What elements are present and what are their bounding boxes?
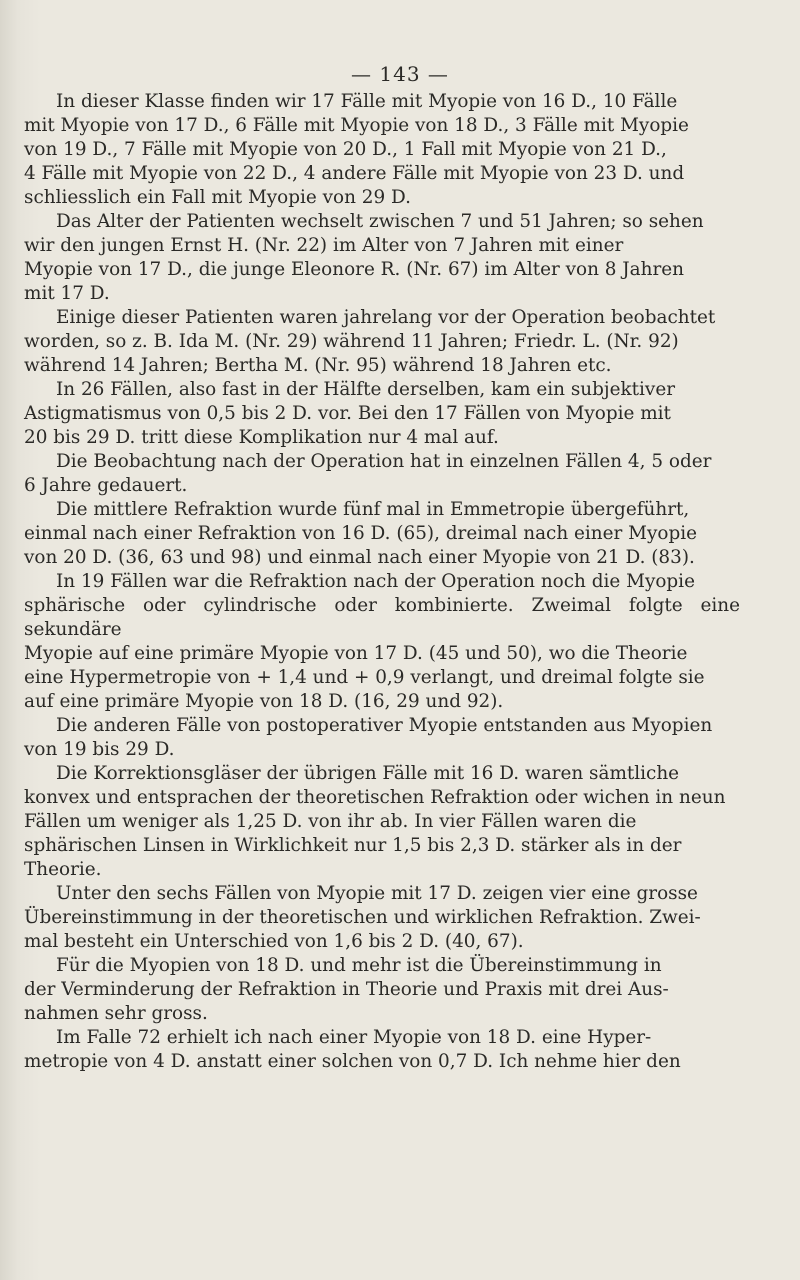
paragraph: Die Korrektionsgläser der übrigen Fälle mit 16 D. waren sämtliche konvex und entsprachen der theoretischen Refraktion oder wichen in neun Fällen um weniger als 1,25 D. von ihr ab. In vier Fällen waren die sphärischen Linsen in Wirklichkeit nur 1,5 bis 2,3 D. stärker als in der Theorie. — [24, 763, 726, 880]
paragraph: Die anderen Fälle von postoperativer Myopie entstanden aus Myopien von 19 bis 29 D. — [24, 715, 713, 760]
paragraph: In 26 Fällen, also fast in der Hälfte derselben, kam ein subjektiver Astigmatismus von 0,5 bis 2 D. vor. Bei den 17 Fällen von Myopie mit 20 bis 29 D. tritt diese Komplikation nur 4 mal auf. — [24, 379, 675, 448]
paragraph: Im Falle 72 erhielt ich nach einer Myopie von 18 D. eine Hyper- metropie von 4 D. anstatt einer solchen von 0,7 D. Ich nehme hier den — [24, 1027, 681, 1072]
paragraph: Die Beobachtung nach der Operation hat in einzelnen Fällen 4, 5 oder 6 Jahre gedauert. — [24, 451, 712, 496]
paragraph: Für die Myopien von 18 D. und mehr ist die Übereinstimmung in der Verminderung der Refraktion in Theorie und Praxis mit drei Aus- nahmen sehr gross. — [24, 955, 669, 1024]
paragraph: In 19 Fällen war die Refraktion nach der Operation noch die Myopie sphärische oder cylindrische oder kombinierte. Zweimal folgte eine sekundäre Myopie auf eine primäre Myopie von 17 D. (45 und 50), wo die Theorie eine Hypermetropie von + 1,4 und + 0,9 verlangt, und dreimal folgte sie auf eine primäre Myopie von 18 D. (16, 29 und 92). — [24, 571, 740, 712]
paragraph: Einige dieser Patienten waren jahrelang vor der Operation beobachtet worden, so z. B. Ida M. (Nr. 29) während 11 Jahren; Friedr. L. (Nr. 92) während 14 Jahren; Bertha M. (Nr. 95) während 18 Jahren etc. — [24, 307, 716, 376]
paragraph: Das Alter der Patienten wechselt zwischen 7 und 51 Jahren; so sehen wir den jungen Ernst H. (Nr. 22) im Alter von 7 Jahren mit einer Myopie von 17 D., die junge Eleonore R. (Nr. 67) im Alter von 8 Jahren mit 17 D. — [24, 211, 704, 304]
paragraph: Die mittlere Refraktion wurde fünf mal in Emmetropie übergeführt, einmal nach einer Refraktion von 16 D. (65), dreimal nach einer Myopie von 20 D. (36, 63 und 98) und einmal nach einer Myopie von 21 D. (83). — [24, 499, 697, 568]
page-number: — 143 — — [351, 62, 449, 86]
paragraph: In dieser Klasse finden wir 17 Fälle mit Myopie von 16 D., 10 Fälle mit Myopie von 17 D., 6 Fälle mit Myopie von 18 D., 3 Fälle mit Myopie von 19 D., 7 Fälle mit Myopie von 20 D., 1 Fall mit Myopie von 21 D., 4 Fälle mit Myopie von 22 D., 4 andere Fälle mit Myopie von 23 D. und schliesslich ein Fall mit Myopie von 29 D. — [24, 91, 689, 208]
body-text — [24, 90, 740, 1074]
paragraph: Unter den sechs Fällen von Myopie mit 17 D. zeigen vier eine grosse Übereinstimmung in der theoretischen und wirklichen Refraktion. Zwei- mal besteht ein Unterschied von 1,6 bis 2 D. (40, 67). — [24, 883, 701, 952]
